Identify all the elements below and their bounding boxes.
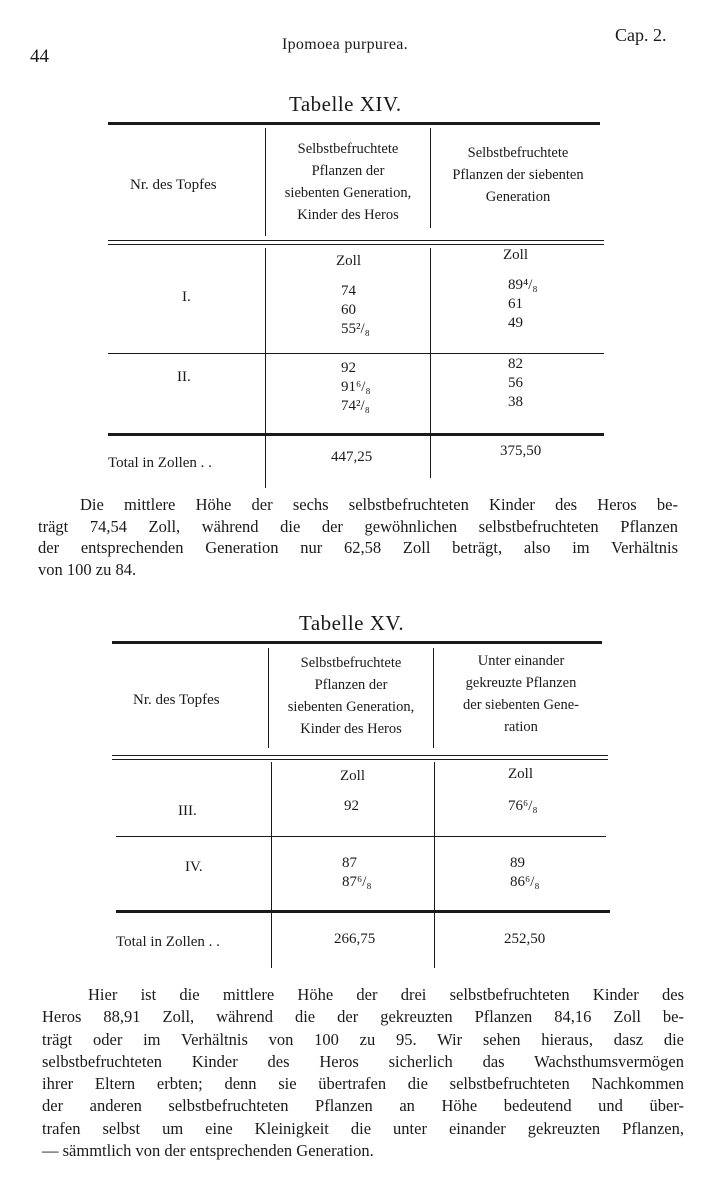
table-xv-unit-col2: Zoll [340,768,365,784]
table-xiv-row2-col2: 92 91⁶/₈ 74²/₈ [341,360,371,414]
table-xv-row2-col2: 87 87⁶/₈ [342,855,372,890]
table-xiv-pot-label: II. [177,369,191,385]
table-xv-body-divider-2 [434,762,435,968]
table-xv-col3-header: Unter einander gekreuzte Pflanzen der siebenten Gene- ration [463,653,579,735]
table-xiv-row1-col2: 74 60 55²/₈ [341,283,370,337]
table-xv-total-col2: 266,75 [334,931,376,947]
table-xv-row1-col3: 76⁶/₈ [508,798,538,814]
table-xiv-total-col3: 375,50 [500,443,542,459]
table-xv-pot-label: IV. [185,859,203,875]
running-title: Ipomoea purpurea. [282,36,408,53]
table-xiv-unit-col3: Zoll [503,247,528,263]
table-xiv-pot-label: I. [182,289,191,305]
table-xv-header-rule-b [112,759,608,760]
table-xv-header-rule-a [112,755,608,756]
table-xv-top-rule [112,641,602,644]
table-xiv-header-rule-b [108,244,604,245]
table-xv-total-rule [116,910,610,913]
paragraph-2: Hier ist die mittlere Höhe der drei selbstbefruchteten Kinder des Heros 88,91 Zoll, während die der gekreuzten Pflanzen 84,16 Zoll be- trägt oder im Verhältnis von 100 zu 95. Wir sehen hieraus, dasz die selbstbefruchteten Kinder des Heros sicherlich das Wachsthumsvermögen ihrer Eltern erbten; denn sie übertrafen die selbstbefruchteten Nachkommen der anderen selbstbefruchteten Pflanzen an Höhe bedeutend und über- trafen selbst um eine Kleinigkeit die unter einander gekreuzten Pflanzen, — sämmtlich von der entsprechenden Generation. [42,985,684,1161]
table-xiv-row-rule [108,353,604,354]
table-xiv-top-rule [108,122,600,125]
table-xiv-col1-header: Nr. des Topfes [130,177,217,193]
table-xiv-row1-col3: 89⁴/₈ 61 49 [508,277,538,331]
table-xiv-header-rule-a [108,240,604,241]
table-xv-pot-label: III. [178,803,197,819]
table-xv-row2-col3: 89 86⁶/₈ [510,855,540,890]
table-xv-body-divider-1 [271,762,272,968]
table-xiv-total-col2: 447,25 [331,449,373,465]
table-xiv-unit-col2: Zoll [336,253,361,269]
table-xv-unit-col3: Zoll [508,766,533,782]
table-xv-total-col3: 252,50 [504,931,546,947]
table-xv-caption: Tabelle XV. [299,611,405,635]
table-xiv-total-rule [108,433,604,436]
table-xiv-header-divider-1 [265,128,266,236]
table-xiv-row2-col3: 82 56 38 [508,356,523,410]
table-xiv-total-label: Total in Zollen . . [108,455,212,471]
chapter-label: Cap. 2. [615,25,667,45]
table-xiv-col2-header: Selbstbefruchtete Pflanzen der siebenten Generation, Kinder des Heros [284,141,412,223]
table-xv-row-rule [116,836,606,837]
table-xiv-body-divider-1 [265,248,266,488]
table-xv-col2-header: Selbstbefruchtete Pflanzen der siebenten Generation, Kinder des Heros [287,655,415,737]
table-xiv-caption: Tabelle XIV. [289,92,402,116]
table-xiv-body-divider-2 [430,248,431,478]
table-xiv-col3-header: Selbstbefruchtete Pflanzen der siebenten Generation [452,145,584,205]
table-xiv-header-divider-2 [430,128,431,228]
table-xv-row1-col2: 92 [344,798,359,814]
table-xv-header-divider-2 [433,648,434,748]
table-xv-total-label: Total in Zollen . . [116,934,220,950]
table-xv-header-divider-1 [268,648,269,748]
table-xv-col1-header: Nr. des Topfes [133,692,220,708]
paragraph-1: Die mittlere Höhe der sechs selbstbefruchteten Kinder des Heros be- trägt 74,54 Zoll, während die der gewöhnlichen selbstbefruchteten Pflanzen der entsprechenden Generation nur 62,58 Zoll beträgt, also im Verhältnis von 100 zu 84. [38,495,678,579]
page-number: 44 [30,46,49,67]
